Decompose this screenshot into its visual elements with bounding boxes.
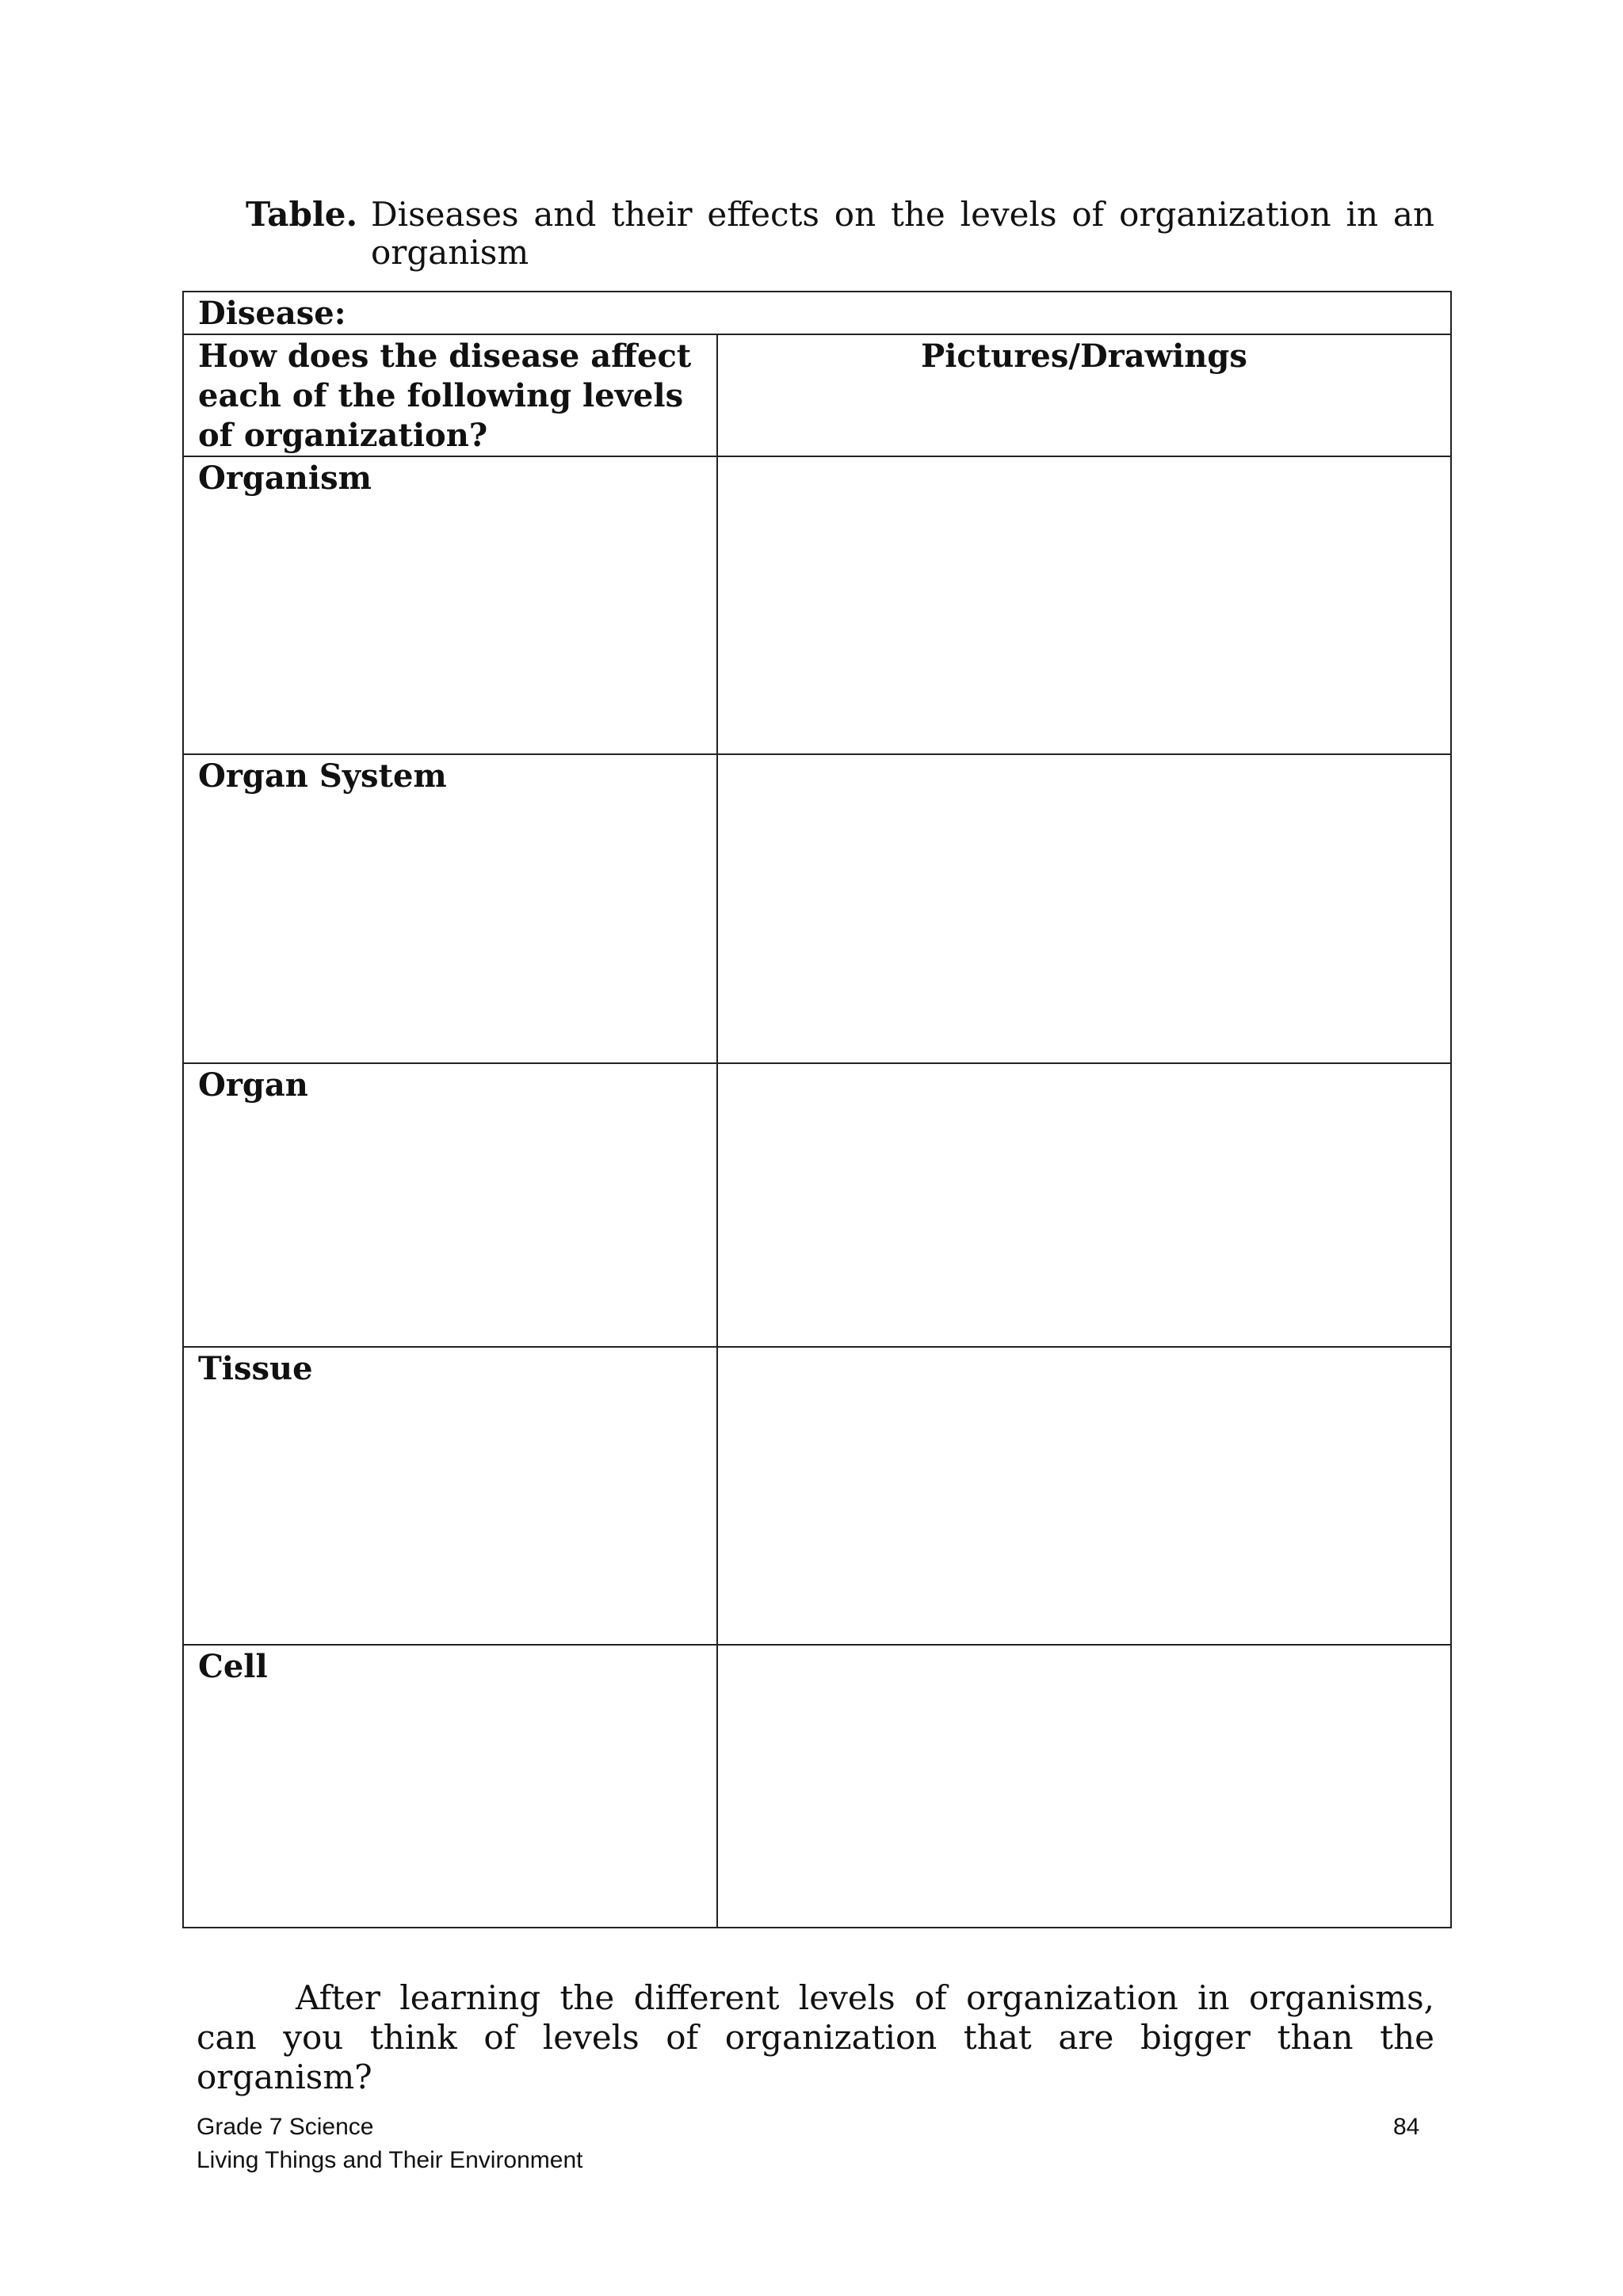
level-label: Organ System	[198, 757, 447, 795]
disease-effects-table	[182, 291, 1452, 1928]
table-caption	[246, 196, 1434, 272]
drawing-cell-tissue[interactable]	[717, 1347, 1451, 1645]
disease-label: Disease:	[198, 295, 346, 332]
level-label: Tissue	[198, 1350, 313, 1387]
page-number: 84	[1393, 2114, 1420, 2140]
caption-label: Table.	[246, 195, 358, 234]
body-paragraph: After learning the different levels of organization in organisms, can you think of levels of organization that are bigger than the organism?	[197, 1978, 1434, 2096]
caption-text: Diseases and their effects on the levels of organization in an organism	[371, 195, 1434, 272]
table-row-organ	[183, 1063, 1451, 1347]
table-row-cell	[183, 1645, 1451, 1928]
level-label: Cell	[198, 1648, 268, 1685]
level-cell-organ-system[interactable]	[183, 754, 717, 1063]
disease-row	[183, 292, 1451, 334]
footer-course: Grade 7 Science	[197, 2114, 374, 2140]
drawing-cell-organ-system[interactable]	[717, 754, 1451, 1063]
level-cell-tissue[interactable]	[183, 1347, 717, 1645]
header-row	[183, 334, 1451, 456]
drawing-cell-organism[interactable]	[717, 456, 1451, 754]
table-row-tissue	[183, 1347, 1451, 1645]
level-cell-organism[interactable]	[183, 456, 717, 754]
pictures-header: Pictures/Drawings	[921, 338, 1247, 375]
level-cell-cell[interactable]	[183, 1645, 717, 1928]
question-header-cell	[183, 334, 717, 456]
disease-cell[interactable]	[183, 292, 1451, 334]
footer-module: Living Things and Their Environment	[197, 2147, 583, 2173]
pictures-header-cell	[717, 334, 1451, 456]
table-row-organism	[183, 456, 1451, 754]
table-row-organ-system	[183, 754, 1451, 1063]
footer-left	[197, 2111, 583, 2177]
drawing-cell-cell[interactable]	[717, 1645, 1451, 1928]
level-cell-organ[interactable]	[183, 1063, 717, 1347]
drawing-cell-organ[interactable]	[717, 1063, 1451, 1347]
level-label: Organ	[198, 1066, 308, 1104]
question-header: How does the disease affect each of the following levels of organization?	[198, 338, 692, 454]
level-label: Organism	[198, 460, 372, 497]
